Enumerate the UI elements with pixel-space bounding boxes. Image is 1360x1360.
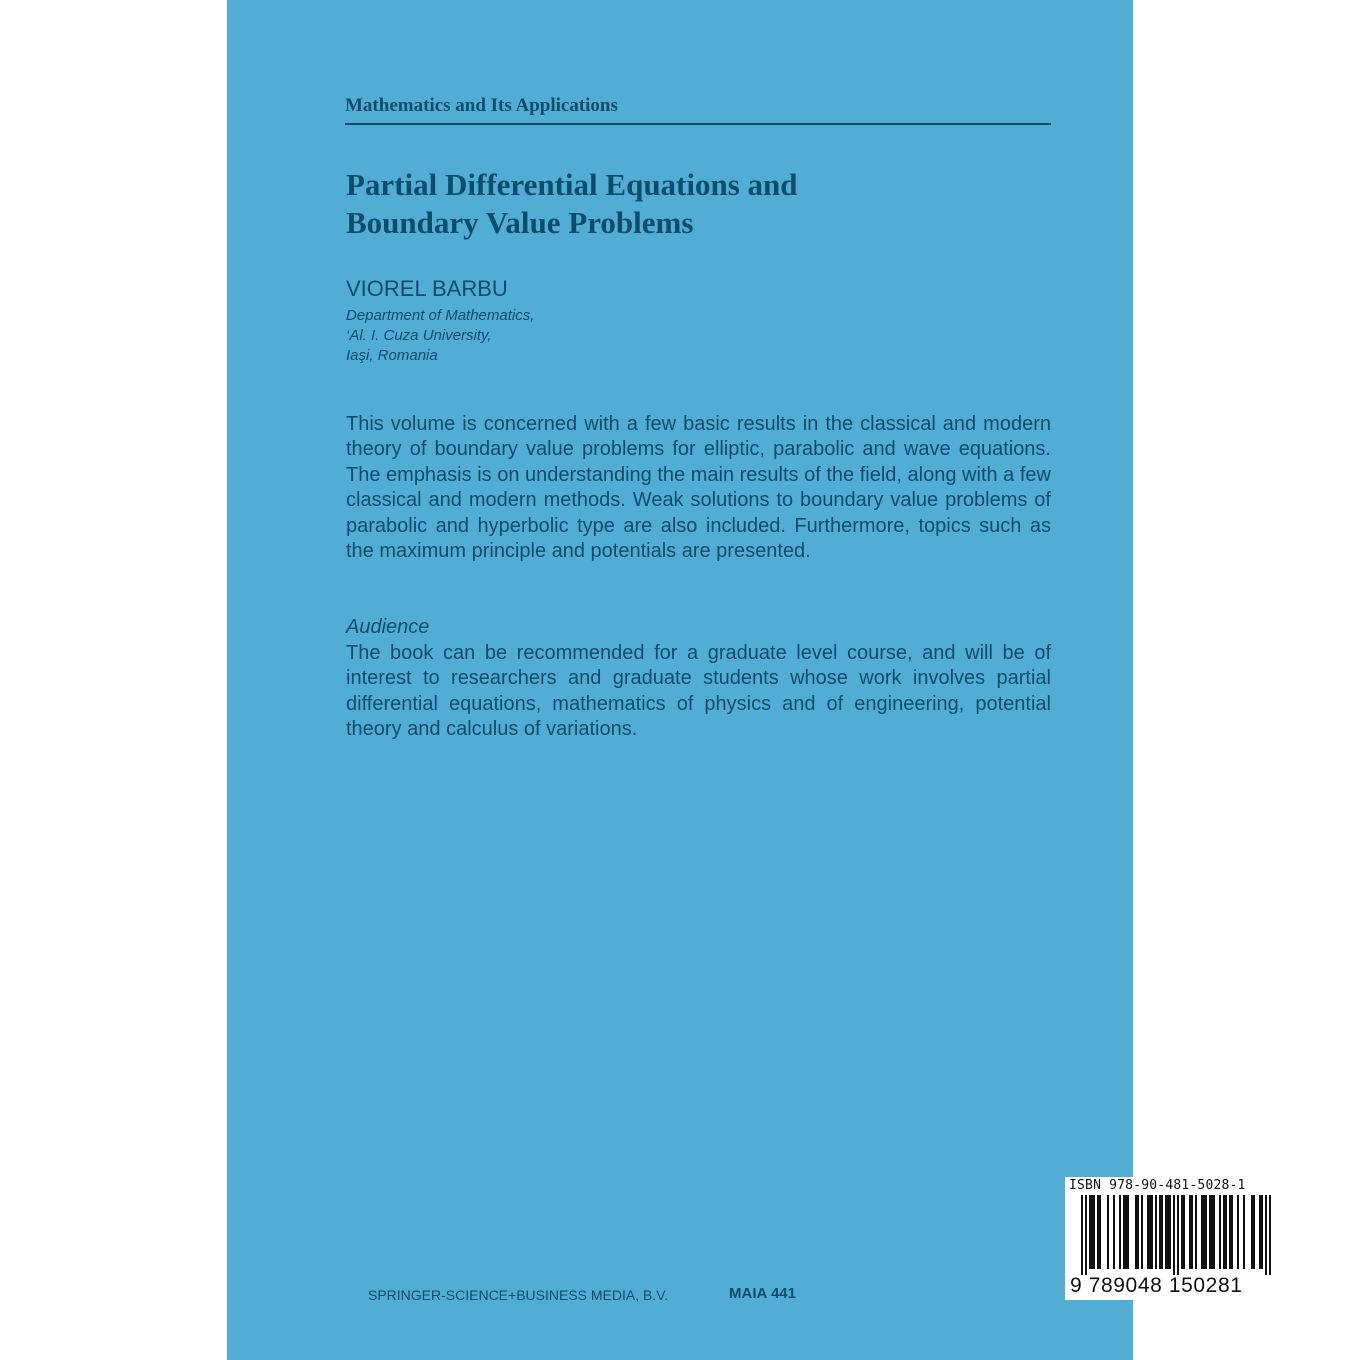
isbn-barcode (1065, 1177, 1291, 1300)
barcode-bar (1165, 1195, 1167, 1269)
author-name: VIOREL BARBU (346, 276, 508, 301)
barcode-bar (1259, 1195, 1261, 1269)
barcode-bar (1161, 1195, 1163, 1269)
barcode-bar (1181, 1195, 1183, 1269)
barcode-bar (1151, 1195, 1153, 1269)
affiliation-line-2: ‘Al. I. Cuza University, (346, 327, 492, 344)
barcode-bar (1097, 1195, 1099, 1269)
barcode-bar (1137, 1195, 1139, 1269)
barcode-bar (1265, 1195, 1267, 1275)
barcode-bar (1223, 1195, 1225, 1269)
publisher-name: SPRINGER-SCIENCE+BUSINESS MEDIA, B.V. (368, 1287, 669, 1303)
barcode-bar (1173, 1195, 1175, 1275)
barcode-bar (1195, 1195, 1197, 1269)
barcode-bar (1209, 1195, 1211, 1269)
barcode-bar (1205, 1195, 1207, 1269)
affiliation-line-3: Iaşi, Romania (346, 347, 438, 364)
barcode-bar (1169, 1195, 1171, 1269)
barcode-bar (1213, 1195, 1215, 1269)
barcode-bar (1269, 1195, 1271, 1275)
barcode-bar (1091, 1195, 1093, 1269)
barcode-bar (1141, 1195, 1143, 1269)
barcode-bar (1099, 1195, 1101, 1269)
affiliation-line-1: Department of Mathematics, (346, 307, 535, 324)
book-description: This volume is concerned with a few basic results in the classical and modern theory of boundary value problems for elliptic, parabolic and wave equations. The emphasis is on understanding the main results of the field, along with a few classical and modern methods. Weak solutions to boundary value problems of parabolic and hyperbolic type are also included. Furthermore, topics such as the maximum principle and potentials are presented. (346, 413, 1051, 563)
barcode-bar (1167, 1195, 1169, 1269)
barcode-bar (1225, 1195, 1227, 1269)
barcode-bar (1231, 1195, 1233, 1269)
isbn-label: ISBN 978-90-481-5028-1 (1069, 1178, 1246, 1193)
barcode-bars (1071, 1195, 1285, 1275)
barcode-bar (1149, 1195, 1151, 1269)
book-title-line-1: Partial Differential Equations and (346, 167, 798, 202)
barcode-bar (1253, 1195, 1255, 1269)
barcode-bar (1135, 1195, 1137, 1269)
barcode-bar (1093, 1195, 1095, 1269)
barcode-bar (1123, 1195, 1125, 1269)
barcode-bar (1089, 1195, 1091, 1269)
author-affiliation (346, 306, 534, 366)
barcode-bar (1203, 1195, 1205, 1269)
barcode-bar (1243, 1195, 1245, 1269)
barcode-bar (1229, 1195, 1231, 1269)
barcode-bar (1147, 1195, 1149, 1269)
barcode-bar (1125, 1195, 1127, 1269)
audience-heading: Audience (346, 616, 430, 638)
audience-description: The book can be recommended for a graduate level course, and will be of interest to researchers and graduate students whose work involves partial differential equations, mathematics of physics and of engineering, potential theory and calculus of variations. (346, 642, 1051, 741)
book-title (346, 166, 798, 242)
barcode-bar (1119, 1195, 1121, 1269)
series-name: Mathematics and Its Applications (345, 95, 618, 116)
barcode-bar (1191, 1195, 1193, 1269)
barcode-bar (1251, 1195, 1253, 1269)
book-title-line-2: Boundary Value Problems (346, 205, 694, 240)
barcode-bar (1183, 1195, 1185, 1269)
barcode-bar (1127, 1195, 1129, 1269)
book-back-cover (227, 0, 1246, 1360)
barcode-bar (1155, 1195, 1157, 1269)
barcode-bar (1219, 1195, 1221, 1269)
barcode-bar (1081, 1195, 1083, 1275)
barcode-bar (1189, 1195, 1191, 1269)
barcode-bar (1201, 1195, 1203, 1269)
barcode-bar (1211, 1195, 1213, 1269)
barcode-bar (1261, 1195, 1263, 1269)
series-rule (345, 123, 1051, 125)
barcode-bar (1113, 1195, 1115, 1269)
barcode-bar (1159, 1195, 1161, 1269)
ean-digits: 9 789048 150281 (1070, 1274, 1243, 1297)
barcode-bar (1177, 1195, 1179, 1275)
series-number: MAIA 441 (729, 1285, 796, 1302)
barcode-bar (1237, 1195, 1239, 1269)
barcode-bar (1085, 1195, 1087, 1275)
barcode-bar (1107, 1195, 1109, 1269)
